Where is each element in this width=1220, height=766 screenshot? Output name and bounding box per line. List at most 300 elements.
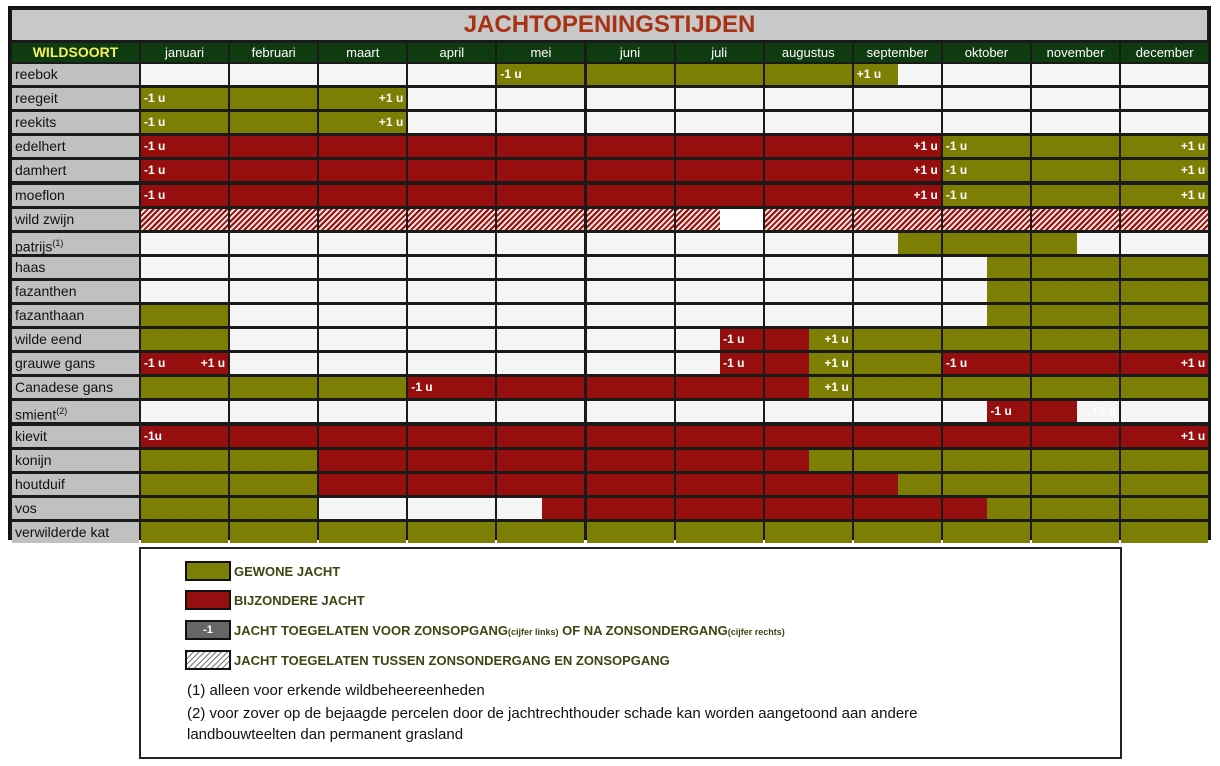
season-cell bbox=[676, 88, 763, 109]
season-bar-G bbox=[943, 329, 1030, 350]
season-cell bbox=[1121, 329, 1208, 350]
season-bar-G bbox=[943, 522, 1030, 543]
season-cell bbox=[497, 450, 584, 471]
season-cell bbox=[497, 426, 584, 447]
legend-label-gewone: GEWONE JACHT bbox=[234, 563, 341, 579]
season-cell bbox=[854, 209, 941, 230]
season-bar-G bbox=[141, 305, 228, 326]
season-cell bbox=[408, 426, 495, 447]
season-cell bbox=[587, 281, 674, 302]
season-bar-B bbox=[765, 377, 810, 398]
season-bar-B bbox=[587, 160, 674, 181]
season-cell bbox=[943, 185, 1030, 206]
season-bar-G bbox=[230, 88, 317, 109]
season-bar-G bbox=[319, 522, 406, 543]
season-bar-B bbox=[1032, 401, 1077, 422]
season-bar-G bbox=[141, 450, 228, 471]
season-cell bbox=[1121, 88, 1208, 109]
season-bar-B bbox=[765, 450, 810, 471]
season-bar-G bbox=[676, 522, 763, 543]
time-offset-label: +1 u bbox=[824, 356, 849, 371]
legend-label-night: JACHT TOEGELATEN TUSSEN ZONSONDERGANG EN ZONSOPGANG bbox=[234, 652, 670, 668]
season-cell bbox=[1121, 353, 1208, 374]
season-bar-B bbox=[319, 426, 406, 447]
season-bar-G bbox=[1032, 160, 1119, 181]
season-cell bbox=[319, 112, 406, 133]
season-bar-G bbox=[1121, 474, 1208, 495]
season-cell bbox=[765, 522, 852, 543]
season-cell bbox=[676, 426, 763, 447]
legend-swatch-gewone bbox=[185, 561, 231, 581]
season-cell bbox=[1032, 112, 1119, 133]
season-cell bbox=[765, 64, 852, 85]
season-bar-B bbox=[765, 474, 852, 495]
season-bar-B bbox=[676, 377, 763, 398]
season-cell bbox=[408, 209, 495, 230]
season-cell bbox=[408, 401, 495, 422]
season-cell bbox=[497, 88, 584, 109]
legend-swatch-night bbox=[185, 650, 231, 670]
season-cell bbox=[765, 281, 852, 302]
season-cell bbox=[408, 474, 495, 495]
season-cell bbox=[854, 160, 941, 181]
month-header-juni: juni bbox=[587, 43, 674, 62]
season-bar-G bbox=[141, 498, 228, 519]
season-cell bbox=[141, 209, 228, 230]
season-cell bbox=[1121, 233, 1208, 254]
season-cell bbox=[854, 498, 941, 519]
season-bar-B bbox=[497, 450, 584, 471]
season-cell bbox=[141, 112, 228, 133]
legend-item-bijzondere bbox=[185, 590, 365, 610]
season-cell bbox=[1032, 329, 1119, 350]
season-bar-G bbox=[898, 233, 941, 254]
species-label-haas: haas bbox=[12, 257, 139, 278]
season-bar-B bbox=[854, 474, 899, 495]
season-bar-B bbox=[1032, 353, 1119, 374]
season-cell bbox=[319, 450, 406, 471]
season-cell bbox=[587, 377, 674, 398]
season-bar-H bbox=[854, 209, 941, 230]
season-cell bbox=[230, 136, 317, 157]
season-cell bbox=[676, 281, 763, 302]
season-cell bbox=[943, 233, 1030, 254]
time-offset-label: -1 u bbox=[945, 187, 968, 202]
season-bar-B bbox=[765, 185, 852, 206]
season-cell bbox=[497, 474, 584, 495]
season-cell bbox=[230, 185, 317, 206]
time-offset-label: -1 u bbox=[144, 187, 166, 202]
season-bar-B bbox=[943, 498, 988, 519]
season-bar-B bbox=[765, 426, 852, 447]
season-cell bbox=[1032, 185, 1119, 206]
season-cell bbox=[854, 450, 941, 471]
time-offset-label: +1 u bbox=[1180, 356, 1206, 371]
season-bar-B bbox=[676, 160, 763, 181]
season-cell bbox=[230, 112, 317, 133]
season-bar-H bbox=[230, 209, 317, 230]
season-cell bbox=[319, 209, 406, 230]
season-cell bbox=[943, 401, 1030, 422]
season-cell bbox=[1032, 426, 1119, 447]
season-bar-B bbox=[319, 160, 406, 181]
season-bar-B bbox=[676, 498, 763, 519]
season-bar-H bbox=[497, 209, 584, 230]
season-bar-G bbox=[898, 474, 941, 495]
month-header-mei: mei bbox=[497, 43, 584, 62]
season-cell bbox=[497, 498, 584, 519]
season-cell bbox=[408, 522, 495, 543]
season-cell bbox=[676, 474, 763, 495]
season-cell bbox=[854, 522, 941, 543]
season-cell bbox=[230, 426, 317, 447]
species-label-verwilderde-kat: verwilderde kat bbox=[12, 522, 139, 543]
season-cell bbox=[854, 64, 941, 85]
time-offset-label: -1 u bbox=[945, 163, 968, 178]
legend-item-gewone bbox=[185, 561, 340, 581]
season-cell bbox=[765, 401, 852, 422]
season-bar-G bbox=[987, 257, 1030, 278]
season-cell bbox=[1121, 281, 1208, 302]
season-cell bbox=[676, 209, 763, 230]
season-cell bbox=[854, 281, 941, 302]
season-cell bbox=[587, 450, 674, 471]
season-cell bbox=[319, 233, 406, 254]
season-cell bbox=[1032, 281, 1119, 302]
season-cell bbox=[230, 353, 317, 374]
season-cell bbox=[587, 185, 674, 206]
season-bar-G bbox=[230, 450, 317, 471]
season-cell bbox=[765, 377, 852, 398]
season-cell bbox=[943, 281, 1030, 302]
season-bar-G bbox=[1032, 450, 1119, 471]
season-cell bbox=[765, 498, 852, 519]
season-cell bbox=[319, 64, 406, 85]
season-cell bbox=[854, 136, 941, 157]
season-bar-B bbox=[587, 498, 674, 519]
season-bar-B bbox=[587, 185, 674, 206]
season-cell bbox=[1121, 522, 1208, 543]
season-cell bbox=[1032, 377, 1119, 398]
season-bar-B bbox=[676, 426, 763, 447]
season-cell bbox=[497, 305, 584, 326]
season-cell bbox=[1032, 522, 1119, 543]
species-label-kievit: kievit bbox=[12, 426, 139, 447]
season-cell bbox=[587, 112, 674, 133]
season-cell bbox=[408, 160, 495, 181]
season-cell bbox=[408, 64, 495, 85]
legend-swatch-offset: -1 bbox=[185, 620, 231, 640]
season-cell bbox=[587, 233, 674, 254]
season-cell bbox=[319, 353, 406, 374]
season-bar-H bbox=[1032, 209, 1119, 230]
time-offset-label: +1 u bbox=[913, 139, 938, 154]
season-cell bbox=[1121, 257, 1208, 278]
season-bar-B bbox=[676, 474, 763, 495]
season-bar-G bbox=[854, 353, 941, 374]
season-bar-G bbox=[943, 450, 1030, 471]
legend-swatch-bijzondere bbox=[185, 590, 231, 610]
species-label-konijn: konijn bbox=[12, 450, 139, 471]
season-bar-G bbox=[587, 64, 674, 85]
species-label-wild-zwijn: wild zwijn bbox=[12, 209, 139, 230]
season-cell bbox=[1121, 160, 1208, 181]
season-cell bbox=[943, 522, 1030, 543]
season-cell bbox=[765, 450, 852, 471]
season-bar-B bbox=[408, 426, 495, 447]
season-cell bbox=[319, 474, 406, 495]
season-cell bbox=[408, 257, 495, 278]
season-cell bbox=[1032, 305, 1119, 326]
season-cell bbox=[587, 474, 674, 495]
season-cell bbox=[676, 353, 763, 374]
season-bar-B bbox=[497, 377, 584, 398]
species-label-smient: smient$^{(2)}$ bbox=[12, 401, 139, 422]
season-cell bbox=[319, 160, 406, 181]
season-cell bbox=[497, 377, 584, 398]
species-label-damhert: damhert bbox=[12, 160, 139, 181]
season-cell bbox=[230, 450, 317, 471]
season-cell bbox=[1032, 401, 1119, 422]
season-bar-H bbox=[1121, 209, 1208, 230]
species-label-reebok: reebok bbox=[12, 64, 139, 85]
season-cell bbox=[230, 281, 317, 302]
season-bar-B bbox=[587, 450, 674, 471]
season-cell bbox=[765, 136, 852, 157]
season-bar-H bbox=[408, 209, 495, 230]
season-bar-G bbox=[1032, 281, 1119, 302]
season-cell bbox=[1032, 498, 1119, 519]
season-bar-G bbox=[230, 498, 317, 519]
season-cell bbox=[141, 136, 228, 157]
season-cell bbox=[587, 522, 674, 543]
month-header-december: december bbox=[1121, 43, 1208, 62]
season-cell bbox=[676, 377, 763, 398]
season-cell bbox=[765, 88, 852, 109]
season-cell bbox=[1121, 498, 1208, 519]
season-cell bbox=[1032, 160, 1119, 181]
season-cell bbox=[854, 88, 941, 109]
season-cell bbox=[408, 185, 495, 206]
season-bar-G bbox=[1032, 474, 1119, 495]
season-cell bbox=[230, 474, 317, 495]
time-offset-label: +1 u bbox=[824, 332, 849, 347]
season-cell bbox=[230, 377, 317, 398]
season-cell bbox=[765, 185, 852, 206]
species-label-edelhert: edelhert bbox=[12, 136, 139, 157]
season-cell bbox=[141, 353, 228, 374]
season-bar-G bbox=[987, 281, 1030, 302]
season-cell bbox=[943, 353, 1030, 374]
season-bar-G bbox=[1121, 281, 1208, 302]
season-cell bbox=[141, 522, 228, 543]
season-bar-B bbox=[319, 450, 406, 471]
time-offset-label: +1 u bbox=[378, 91, 404, 106]
footnote-2-line-1: (2) voor zover op de bejaagde percelen door de jachtrechthouder schade kan worden aangetoond aan andere bbox=[187, 705, 918, 722]
month-header-november: november bbox=[1032, 43, 1119, 62]
time-offset-label: -1 u bbox=[144, 139, 166, 154]
season-cell bbox=[943, 426, 1030, 447]
season-cell bbox=[1032, 450, 1119, 471]
season-bar-G bbox=[319, 377, 406, 398]
season-bar-G bbox=[809, 450, 852, 471]
season-cell bbox=[1121, 377, 1208, 398]
season-bar-G bbox=[1121, 450, 1208, 471]
season-cell bbox=[1121, 426, 1208, 447]
season-cell bbox=[765, 209, 852, 230]
season-cell bbox=[230, 257, 317, 278]
season-cell bbox=[230, 233, 317, 254]
season-bar-B bbox=[854, 498, 941, 519]
season-bar-G bbox=[141, 377, 228, 398]
season-cell bbox=[1032, 88, 1119, 109]
season-cell bbox=[587, 64, 674, 85]
footnote-2-line-2: landbouwteelten dan permanent grasland bbox=[187, 726, 464, 743]
season-cell bbox=[587, 136, 674, 157]
season-bar-G bbox=[1032, 185, 1119, 206]
season-cell bbox=[230, 522, 317, 543]
season-cell bbox=[854, 185, 941, 206]
season-bar-B bbox=[497, 474, 584, 495]
month-header-april: april bbox=[408, 43, 495, 62]
season-bar-B bbox=[408, 185, 495, 206]
season-cell bbox=[854, 233, 941, 254]
season-cell bbox=[854, 305, 941, 326]
species-label-grauwe-gans: grauwe gans bbox=[12, 353, 139, 374]
season-cell bbox=[319, 498, 406, 519]
season-bar-B bbox=[319, 136, 406, 157]
time-offset-label: +1 u bbox=[200, 356, 226, 371]
season-cell bbox=[319, 136, 406, 157]
month-header-september: september bbox=[854, 43, 941, 62]
season-cell bbox=[765, 329, 852, 350]
legend-item-night bbox=[185, 650, 670, 670]
season-cell bbox=[676, 136, 763, 157]
season-cell bbox=[1032, 474, 1119, 495]
season-cell bbox=[497, 281, 584, 302]
species-label-reegeit: reegeit bbox=[12, 88, 139, 109]
season-cell bbox=[943, 498, 1030, 519]
season-cell bbox=[1121, 401, 1208, 422]
time-offset-label: -1 u bbox=[945, 139, 968, 154]
season-bar-G bbox=[230, 112, 317, 133]
season-bar-G bbox=[497, 522, 584, 543]
hunting-season-chart bbox=[8, 6, 1211, 540]
season-cell bbox=[587, 305, 674, 326]
month-header-juli: juli bbox=[676, 43, 763, 62]
season-bar-H bbox=[319, 209, 406, 230]
season-bar-B bbox=[765, 329, 810, 350]
season-bar-G bbox=[943, 233, 1030, 254]
season-bar-G bbox=[854, 522, 941, 543]
season-cell bbox=[1032, 136, 1119, 157]
season-cell bbox=[676, 305, 763, 326]
season-bar-G bbox=[230, 522, 317, 543]
season-cell bbox=[1121, 474, 1208, 495]
season-bar-B bbox=[230, 185, 317, 206]
season-cell bbox=[1121, 209, 1208, 230]
season-cell bbox=[587, 257, 674, 278]
species-label-houtduif: houtduif bbox=[12, 474, 139, 495]
season-bar-B bbox=[230, 426, 317, 447]
species-label-reekits: reekits bbox=[12, 112, 139, 133]
season-cell bbox=[854, 257, 941, 278]
season-bar-G bbox=[1121, 377, 1208, 398]
season-cell bbox=[676, 450, 763, 471]
season-cell bbox=[408, 305, 495, 326]
season-cell bbox=[141, 233, 228, 254]
species-label-vos: vos bbox=[12, 498, 139, 519]
season-cell bbox=[587, 160, 674, 181]
season-cell bbox=[497, 401, 584, 422]
species-label-patrijs: patrijs$^{(1)}$ bbox=[12, 233, 139, 254]
season-bar-B bbox=[587, 377, 674, 398]
season-bar-G bbox=[1121, 305, 1208, 326]
season-cell bbox=[765, 233, 852, 254]
season-cell bbox=[408, 329, 495, 350]
season-cell bbox=[497, 64, 584, 85]
season-bar-G bbox=[676, 64, 763, 85]
season-bar-G bbox=[1121, 498, 1208, 519]
season-cell bbox=[676, 329, 763, 350]
season-bar-G bbox=[1121, 522, 1208, 543]
season-cell bbox=[497, 209, 584, 230]
season-cell bbox=[319, 329, 406, 350]
season-bar-G bbox=[943, 474, 1030, 495]
season-cell bbox=[230, 160, 317, 181]
season-cell bbox=[943, 450, 1030, 471]
season-cell bbox=[943, 209, 1030, 230]
season-cell bbox=[1032, 353, 1119, 374]
season-cell bbox=[943, 474, 1030, 495]
season-cell bbox=[854, 353, 941, 374]
season-bar-B bbox=[587, 136, 674, 157]
month-header-oktober: oktober bbox=[943, 43, 1030, 62]
season-cell bbox=[141, 64, 228, 85]
season-bar-B bbox=[408, 136, 495, 157]
season-cell bbox=[319, 281, 406, 302]
time-offset-label: -1u bbox=[144, 428, 162, 443]
time-offset-label: +1 u bbox=[1091, 404, 1117, 419]
season-cell bbox=[854, 377, 941, 398]
season-cell bbox=[319, 185, 406, 206]
season-cell bbox=[676, 498, 763, 519]
species-label-fazanthaan: fazanthaan bbox=[12, 305, 139, 326]
season-cell bbox=[1121, 112, 1208, 133]
season-bar-G bbox=[230, 474, 317, 495]
season-bar-W bbox=[720, 209, 763, 230]
season-cell bbox=[497, 112, 584, 133]
season-cell bbox=[854, 426, 941, 447]
season-cell bbox=[587, 88, 674, 109]
season-bar-B bbox=[765, 136, 852, 157]
season-cell bbox=[141, 185, 228, 206]
season-cell bbox=[319, 257, 406, 278]
month-header-maart: maart bbox=[319, 43, 406, 62]
season-cell bbox=[230, 305, 317, 326]
species-label-wilde-eend: wilde eend bbox=[12, 329, 139, 350]
season-cell bbox=[408, 281, 495, 302]
season-cell bbox=[587, 209, 674, 230]
season-cell bbox=[676, 401, 763, 422]
season-bar-B bbox=[319, 185, 406, 206]
season-cell bbox=[587, 353, 674, 374]
season-cell bbox=[141, 474, 228, 495]
season-cell bbox=[1121, 185, 1208, 206]
season-bar-G bbox=[1032, 257, 1119, 278]
season-cell bbox=[408, 88, 495, 109]
season-cell bbox=[408, 233, 495, 254]
